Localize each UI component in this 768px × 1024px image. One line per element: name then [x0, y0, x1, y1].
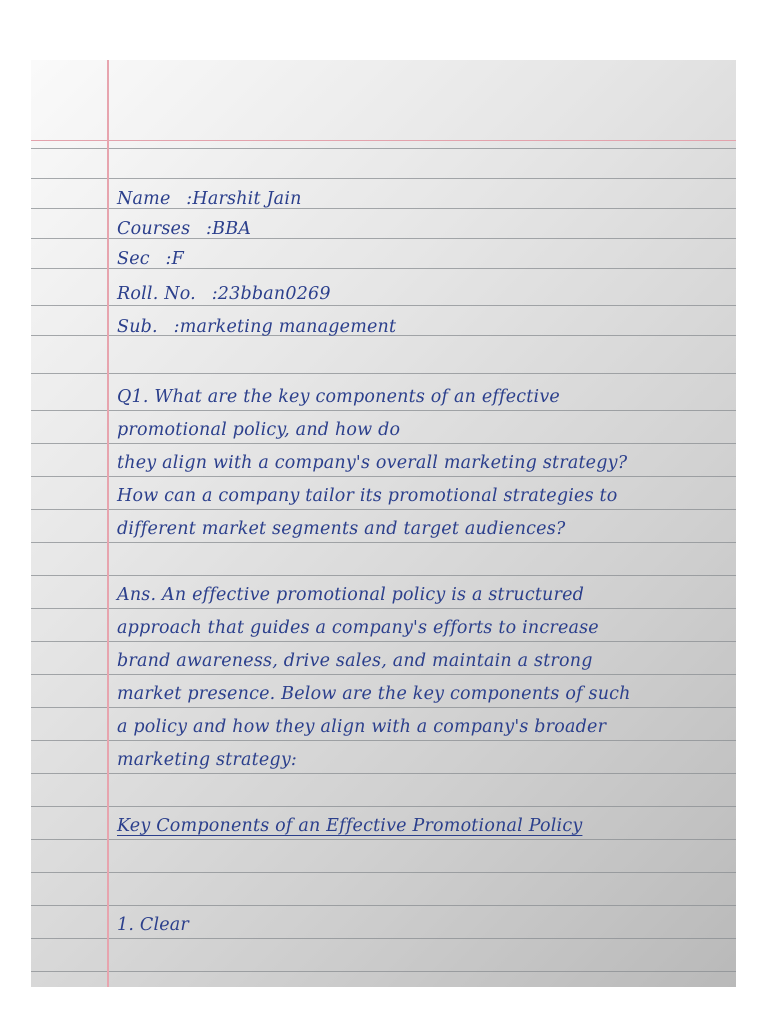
name-label: Name [117, 189, 171, 209]
question-line: How can a company tailor its promotional strategies to [117, 486, 618, 506]
sec-value: :F [165, 249, 184, 269]
subject-value: :marketing management [173, 317, 397, 337]
sec-label: Sec [117, 249, 150, 269]
question-line: they align with a company's overall marketing strategy? [117, 453, 628, 473]
roll-row [117, 279, 331, 309]
name-row [117, 184, 302, 214]
rule-line [31, 806, 736, 807]
course-value: :BBA [206, 219, 252, 239]
notebook-page [31, 60, 736, 987]
question-line: different market segments and target audiences? [117, 519, 566, 539]
roll-value: :23bban0269 [211, 284, 331, 304]
rule-line [31, 148, 736, 149]
subject-row [117, 312, 396, 342]
answer-line: a policy and how they align with a company's broader [117, 717, 607, 737]
section-heading: Key Components of an Effective Promotional Policy [117, 816, 583, 836]
subject-label: Sub. [117, 317, 158, 337]
rule-line [31, 905, 736, 906]
roll-label: Roll. No. [117, 284, 196, 304]
course-row [117, 214, 251, 244]
question-line: Q1. What are the key components of an effective [117, 387, 560, 407]
margin-line [107, 60, 109, 987]
course-label: Courses [117, 219, 191, 239]
rule-line [31, 872, 736, 873]
name-value: :Harshit Jain [186, 189, 302, 209]
sec-row [117, 244, 184, 274]
answer-line: market presence. Below are the key components of such [117, 684, 631, 704]
question-line: promotional policy, and how do [117, 420, 401, 440]
rule-line [31, 971, 736, 972]
rule-line [31, 373, 736, 374]
rule-line [31, 575, 736, 576]
answer-line: brand awareness, drive sales, and maintain a strong [117, 651, 593, 671]
list-item-start: 1. Clear [117, 915, 190, 935]
answer-line: approach that guides a company's efforts to increase [117, 618, 599, 638]
rule-line [31, 178, 736, 179]
answer-line: Ans. An effective promotional policy is a structured [117, 585, 585, 605]
top-rule-line [31, 140, 736, 141]
answer-line: marketing strategy: [117, 750, 298, 770]
